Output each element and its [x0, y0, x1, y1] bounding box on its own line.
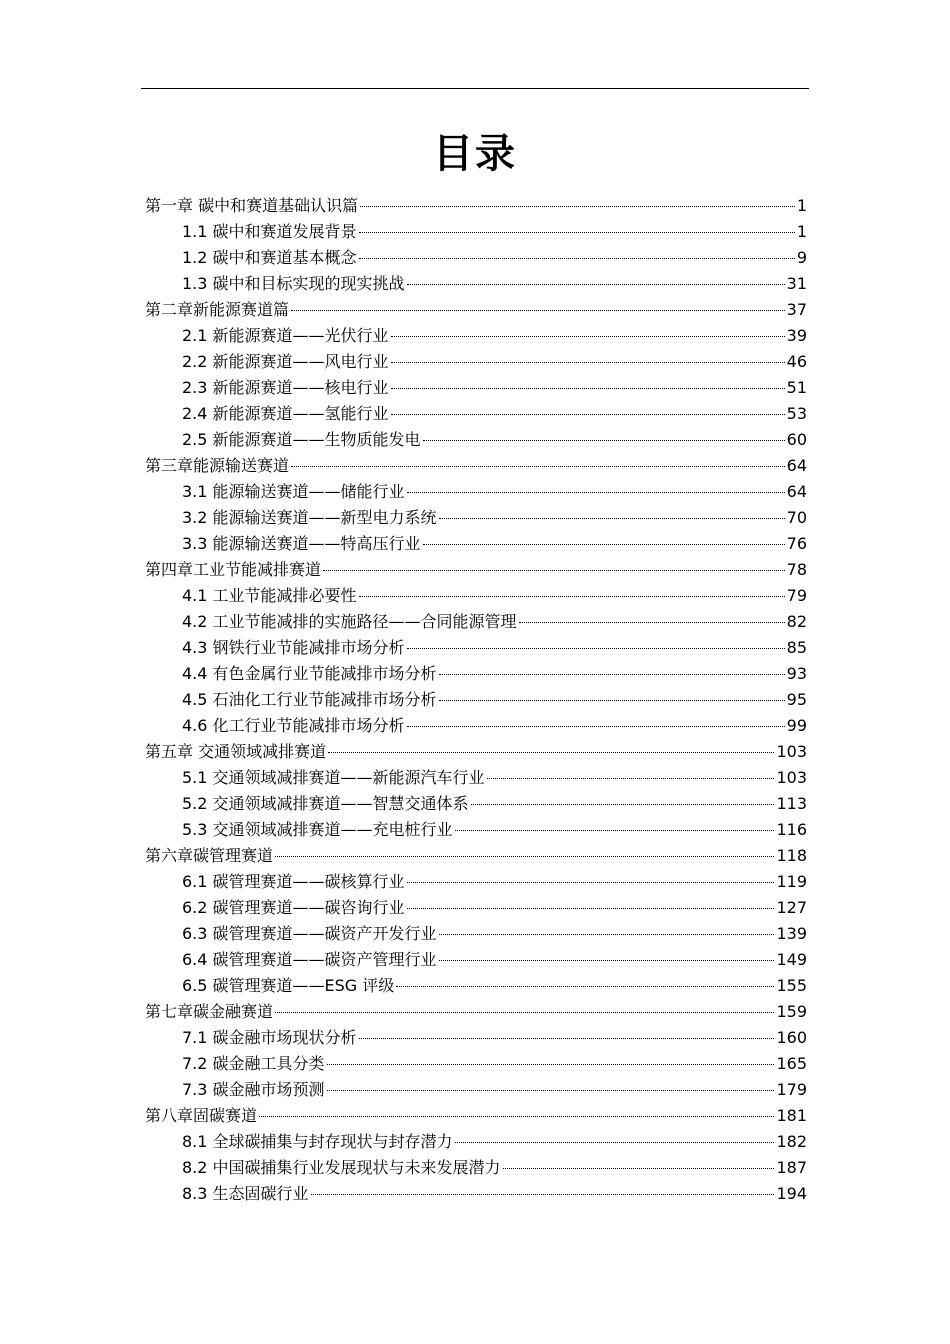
toc-page-number: 82 [786, 612, 807, 631]
toc-entry-label: 4.5 石油化工行业节能减排市场分析 [182, 690, 437, 709]
toc-dot-leader [519, 622, 785, 623]
toc-section-entry[interactable] [145, 349, 807, 375]
toc-entry-label: 6.4 碳管理赛道——碳资产管理行业 [182, 950, 437, 969]
toc-entry-label: 5.3 交通领域减排赛道——充电桩行业 [182, 820, 453, 839]
page-title: 目录 [433, 130, 517, 177]
toc-section-entry[interactable] [145, 687, 807, 713]
toc-entry-label: 8.1 全球碳捕集与封存现状与封存潜力 [182, 1132, 453, 1151]
toc-dot-leader [391, 388, 785, 389]
table-of-contents [145, 193, 807, 1207]
toc-section-entry[interactable] [145, 375, 807, 401]
header-rule [141, 88, 809, 89]
toc-dot-leader [359, 1038, 775, 1039]
toc-chapter-entry[interactable] [145, 557, 807, 583]
toc-dot-leader [391, 362, 785, 363]
toc-entry-label: 第七章碳金融赛道 [145, 1002, 274, 1021]
toc-chapter-entry[interactable] [145, 297, 807, 323]
toc-dot-leader [407, 908, 775, 909]
toc-section-entry[interactable] [145, 1025, 807, 1051]
toc-page-number: 85 [786, 638, 807, 657]
toc-entry-label: 2.3 新能源赛道——核电行业 [182, 378, 389, 397]
toc-page-number: 78 [786, 560, 807, 579]
toc-page-number: 155 [776, 976, 807, 995]
toc-page-number: 99 [786, 716, 807, 735]
toc-dot-leader [327, 1090, 775, 1091]
toc-dot-leader [439, 518, 785, 519]
toc-page-number: 116 [776, 820, 807, 839]
toc-page-number: 159 [776, 1002, 807, 1021]
toc-page-number: 46 [786, 352, 807, 371]
toc-page-number: 103 [776, 768, 807, 787]
toc-dot-leader [328, 752, 774, 753]
toc-page-number: 149 [776, 950, 807, 969]
toc-section-entry[interactable] [145, 921, 807, 947]
toc-chapter-entry[interactable] [145, 739, 807, 765]
toc-section-entry[interactable] [145, 973, 807, 999]
toc-entry-label: 6.5 碳管理赛道——ESG 评级 [182, 976, 395, 995]
toc-page-number: 119 [776, 872, 807, 891]
toc-section-entry[interactable] [145, 869, 807, 895]
toc-dot-leader [487, 778, 775, 779]
toc-page-number: 139 [776, 924, 807, 943]
toc-chapter-entry[interactable] [145, 1103, 807, 1129]
toc-entry-label: 5.2 交通领域减排赛道——智慧交通体系 [182, 794, 469, 813]
toc-page-number: 31 [786, 274, 807, 293]
toc-entry-label: 3.1 能源输送赛道——储能行业 [182, 482, 405, 501]
toc-dot-leader [407, 726, 785, 727]
toc-dot-leader [359, 232, 795, 233]
toc-section-entry[interactable] [145, 713, 807, 739]
toc-entry-label: 4.2 工业节能减排的实施路径——合同能源管理 [182, 612, 517, 631]
toc-dot-leader [327, 1064, 775, 1065]
toc-section-entry[interactable] [145, 1181, 807, 1207]
toc-dot-leader [407, 492, 785, 493]
toc-dot-leader [439, 934, 775, 935]
toc-section-entry[interactable] [145, 1155, 807, 1181]
toc-page-number: 103 [776, 742, 807, 761]
toc-page-number: 76 [786, 534, 807, 553]
toc-section-entry[interactable] [145, 609, 807, 635]
toc-entry-label: 1.1 碳中和赛道发展背景 [182, 222, 357, 241]
toc-page-number: 37 [786, 300, 807, 319]
toc-dot-leader [407, 648, 785, 649]
toc-section-entry[interactable] [145, 947, 807, 973]
toc-section-entry[interactable] [145, 635, 807, 661]
toc-entry-label: 5.1 交通领域减排赛道——新能源汽车行业 [182, 768, 485, 787]
toc-entry-label: 第五章 交通领域减排赛道 [145, 742, 327, 761]
toc-page-number: 179 [776, 1080, 807, 1099]
toc-dot-leader [259, 1116, 774, 1117]
toc-section-entry[interactable] [145, 505, 807, 531]
toc-section-entry[interactable] [145, 479, 807, 505]
toc-entry-label: 第八章固碳赛道 [145, 1106, 258, 1125]
toc-entry-label: 4.3 钢铁行业节能减排市场分析 [182, 638, 405, 657]
toc-page-number: 9 [796, 248, 807, 267]
toc-entry-label: 第二章新能源赛道篇 [145, 300, 290, 319]
toc-section-entry[interactable] [145, 895, 807, 921]
toc-entry-label: 8.2 中国碳捕集行业发展现状与未来发展潜力 [182, 1158, 501, 1177]
toc-page-number: 39 [786, 326, 807, 345]
toc-dot-leader [360, 206, 795, 207]
toc-dot-leader [291, 310, 785, 311]
toc-page-number: 127 [776, 898, 807, 917]
toc-page-number: 187 [776, 1158, 807, 1177]
toc-entry-label: 3.3 能源输送赛道——特高压行业 [182, 534, 421, 553]
toc-page-number: 60 [786, 430, 807, 449]
toc-dot-leader [275, 1012, 774, 1013]
toc-entry-label: 1.2 碳中和赛道基本概念 [182, 248, 357, 267]
toc-chapter-entry[interactable] [145, 843, 807, 869]
toc-section-entry[interactable] [145, 427, 807, 453]
toc-entry-label: 第三章能源输送赛道 [145, 456, 290, 475]
toc-dot-leader [471, 804, 775, 805]
toc-section-entry[interactable] [145, 1077, 807, 1103]
toc-entry-label: 2.5 新能源赛道——生物质能发电 [182, 430, 421, 449]
toc-section-entry[interactable] [145, 401, 807, 427]
toc-page-number: 194 [776, 1184, 807, 1203]
toc-page-number: 93 [786, 664, 807, 683]
toc-dot-leader [391, 414, 785, 415]
toc-page-number: 118 [776, 846, 807, 865]
toc-page-number: 53 [786, 404, 807, 423]
toc-section-entry[interactable] [145, 245, 807, 271]
toc-dot-leader [439, 700, 785, 701]
toc-entry-label: 第四章工业节能减排赛道 [145, 560, 322, 579]
toc-entry-label: 2.1 新能源赛道——光伏行业 [182, 326, 389, 345]
toc-dot-leader [359, 258, 795, 259]
toc-entry-label: 7.2 碳金融工具分类 [182, 1054, 325, 1073]
toc-section-entry[interactable] [145, 583, 807, 609]
toc-section-entry[interactable] [145, 323, 807, 349]
toc-dot-leader [275, 856, 774, 857]
toc-page-number: 165 [776, 1054, 807, 1073]
toc-section-entry[interactable] [145, 817, 807, 843]
toc-section-entry[interactable] [145, 1051, 807, 1077]
toc-page-number: 113 [776, 794, 807, 813]
toc-entry-label: 3.2 能源输送赛道——新型电力系统 [182, 508, 437, 527]
toc-page-number: 1 [796, 196, 807, 215]
toc-dot-leader [407, 882, 775, 883]
toc-page-number: 181 [776, 1106, 807, 1125]
toc-chapter-entry[interactable] [145, 193, 807, 219]
toc-page-number: 64 [786, 456, 807, 475]
toc-dot-leader [503, 1168, 775, 1169]
toc-section-entry[interactable] [145, 1129, 807, 1155]
toc-page-number: 160 [776, 1028, 807, 1047]
toc-dot-leader [439, 674, 785, 675]
toc-dot-leader [311, 1194, 775, 1195]
toc-dot-leader [455, 1142, 775, 1143]
toc-section-entry[interactable] [145, 219, 807, 245]
toc-entry-label: 6.2 碳管理赛道——碳咨询行业 [182, 898, 405, 917]
toc-page-number: 70 [786, 508, 807, 527]
toc-entry-label: 1.3 碳中和目标实现的现实挑战 [182, 274, 405, 293]
toc-page-number: 182 [776, 1132, 807, 1151]
toc-entry-label: 6.1 碳管理赛道——碳核算行业 [182, 872, 405, 891]
toc-section-entry[interactable] [145, 531, 807, 557]
toc-entry-label: 4.6 化工行业节能减排市场分析 [182, 716, 405, 735]
toc-entry-label: 4.4 有色金属行业节能减排市场分析 [182, 664, 437, 683]
toc-dot-leader [359, 596, 785, 597]
toc-entry-label: 8.3 生态固碳行业 [182, 1184, 309, 1203]
toc-dot-leader [291, 466, 785, 467]
toc-page-number: 79 [786, 586, 807, 605]
toc-entry-label: 6.3 碳管理赛道——碳资产开发行业 [182, 924, 437, 943]
toc-dot-leader [407, 284, 785, 285]
toc-dot-leader [391, 336, 785, 337]
toc-section-entry[interactable] [145, 271, 807, 297]
toc-entry-label: 第六章碳管理赛道 [145, 846, 274, 865]
toc-entry-label: 第一章 碳中和赛道基础认识篇 [145, 196, 359, 215]
toc-section-entry[interactable] [145, 791, 807, 817]
toc-chapter-entry[interactable] [145, 453, 807, 479]
toc-entry-label: 2.2 新能源赛道——风电行业 [182, 352, 389, 371]
toc-entry-label: 7.3 碳金融市场预测 [182, 1080, 325, 1099]
toc-dot-leader [396, 986, 774, 987]
toc-entry-label: 4.1 工业节能减排必要性 [182, 586, 357, 605]
toc-page-number: 64 [786, 482, 807, 501]
toc-dot-leader [455, 830, 775, 831]
toc-entry-label: 7.1 碳金融市场现状分析 [182, 1028, 357, 1047]
toc-dot-leader [423, 440, 785, 441]
toc-entry-label: 2.4 新能源赛道——氢能行业 [182, 404, 389, 423]
toc-page-number: 1 [796, 222, 807, 241]
toc-dot-leader [439, 960, 775, 961]
toc-dot-leader [423, 544, 785, 545]
toc-section-entry[interactable] [145, 765, 807, 791]
toc-dot-leader [323, 570, 785, 571]
toc-page-number: 51 [786, 378, 807, 397]
toc-chapter-entry[interactable] [145, 999, 807, 1025]
toc-section-entry[interactable] [145, 661, 807, 687]
toc-page-number: 95 [786, 690, 807, 709]
